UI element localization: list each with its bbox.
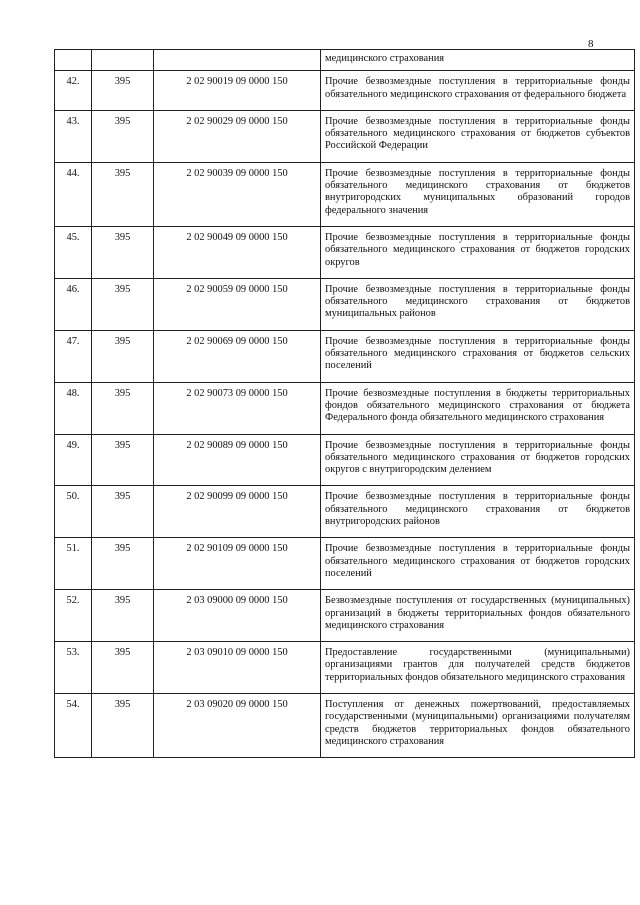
cell-num: 43. [55, 110, 92, 162]
cell-code: 2 02 90089 09 0000 150 [154, 434, 321, 486]
cell-admin: 395 [92, 110, 154, 162]
cell-admin: 395 [92, 693, 154, 757]
table-row [55, 486, 635, 538]
cell-code: 2 02 90019 09 0000 150 [154, 71, 321, 111]
page-number: 8 [588, 38, 594, 50]
cell-description: Поступления от денежных пожертвований, предоставляемых государственными (муниципальными) организациями получателям средств бюджетов территориальных фондов обязательного медицинского страхования [321, 693, 635, 757]
cell-admin [92, 50, 154, 71]
cell-code: 2 02 90049 09 0000 150 [154, 226, 321, 278]
cell-code: 2 02 90073 09 0000 150 [154, 382, 321, 434]
cell-description: Прочие безвозмездные поступления в территориальные фонды обязательного медицинского страхования от бюджетов муниципальных районов [321, 278, 635, 330]
cell-description: Прочие безвозмездные поступления в территориальные фонды обязательного медицинского страхования от бюджетов внутригородских муниципальных образований городов федерального значения [321, 162, 635, 226]
cell-code: 2 02 90109 09 0000 150 [154, 538, 321, 590]
cell-admin: 395 [92, 278, 154, 330]
cell-num: 46. [55, 278, 92, 330]
cell-description: Прочие безвозмездные поступления в территориальные фонды обязательного медицинского страхования от бюджетов городских поселений [321, 538, 635, 590]
cell-num: 49. [55, 434, 92, 486]
cell-admin: 395 [92, 162, 154, 226]
cell-num: 44. [55, 162, 92, 226]
table-row [55, 590, 635, 642]
cell-admin: 395 [92, 642, 154, 694]
table-row [55, 278, 635, 330]
cell-code: 2 02 90069 09 0000 150 [154, 330, 321, 382]
cell-code: 2 02 90029 09 0000 150 [154, 110, 321, 162]
cell-admin: 395 [92, 434, 154, 486]
cell-code: 2 02 90099 09 0000 150 [154, 486, 321, 538]
cell-admin: 395 [92, 382, 154, 434]
cell-num: 47. [55, 330, 92, 382]
cell-code: 2 03 09010 09 0000 150 [154, 642, 321, 694]
budget-revenue-table [54, 49, 635, 758]
cell-num: 52. [55, 590, 92, 642]
cell-code: 2 02 90039 09 0000 150 [154, 162, 321, 226]
cell-num: 54. [55, 693, 92, 757]
cell-code: 2 03 09020 09 0000 150 [154, 693, 321, 757]
cell-num: 45. [55, 226, 92, 278]
cell-admin: 395 [92, 590, 154, 642]
table-row [55, 330, 635, 382]
cell-description: медицинского страхования [321, 50, 635, 71]
cell-description: Прочие безвозмездные поступления в территориальные фонды обязательного медицинского страхования от федерального бюджета [321, 71, 635, 111]
cell-admin: 395 [92, 538, 154, 590]
continuation-row [55, 50, 635, 71]
table-row [55, 71, 635, 111]
cell-code: 2 03 09000 09 0000 150 [154, 590, 321, 642]
cell-num: 50. [55, 486, 92, 538]
table-row [55, 642, 635, 694]
cell-num: 51. [55, 538, 92, 590]
table-body [55, 50, 635, 758]
table-row [55, 226, 635, 278]
table-row [55, 162, 635, 226]
cell-admin: 395 [92, 486, 154, 538]
cell-description: Прочие безвозмездные поступления в бюджеты территориальных фондов обязательного медицинского страхования от бюджета Федерального фонда обязательного медицинского страхования [321, 382, 635, 434]
table-row [55, 434, 635, 486]
table-row [55, 693, 635, 757]
table-row [55, 538, 635, 590]
cell-description: Прочие безвозмездные поступления в территориальные фонды обязательного медицинского страхования от бюджетов городских округов с внутригородским делением [321, 434, 635, 486]
cell-description: Прочие безвозмездные поступления в территориальные фонды обязательного медицинского страхования от бюджетов субъектов Российской Федерации [321, 110, 635, 162]
cell-num: 48. [55, 382, 92, 434]
cell-description: Безвозмездные поступления от государственных (муниципальных) организаций в бюджеты территориальных фондов обязательного медицинского страхования [321, 590, 635, 642]
cell-num [55, 50, 92, 71]
cell-admin: 395 [92, 71, 154, 111]
table-row [55, 110, 635, 162]
cell-admin: 395 [92, 330, 154, 382]
cell-description: Прочие безвозмездные поступления в территориальные фонды обязательного медицинского страхования от бюджетов сельских поселений [321, 330, 635, 382]
cell-description: Прочие безвозмездные поступления в территориальные фонды обязательного медицинского страхования от бюджетов внутригородских районов [321, 486, 635, 538]
cell-code [154, 50, 321, 71]
table-row [55, 382, 635, 434]
cell-code: 2 02 90059 09 0000 150 [154, 278, 321, 330]
cell-description: Предоставление государственными (муниципальными) организациями грантов для получателей средств бюджетов территориальных фондов обязательного медицинского страхования [321, 642, 635, 694]
cell-admin: 395 [92, 226, 154, 278]
cell-description: Прочие безвозмездные поступления в территориальные фонды обязательного медицинского страхования от бюджетов городских округов [321, 226, 635, 278]
cell-num: 42. [55, 71, 92, 111]
cell-num: 53. [55, 642, 92, 694]
